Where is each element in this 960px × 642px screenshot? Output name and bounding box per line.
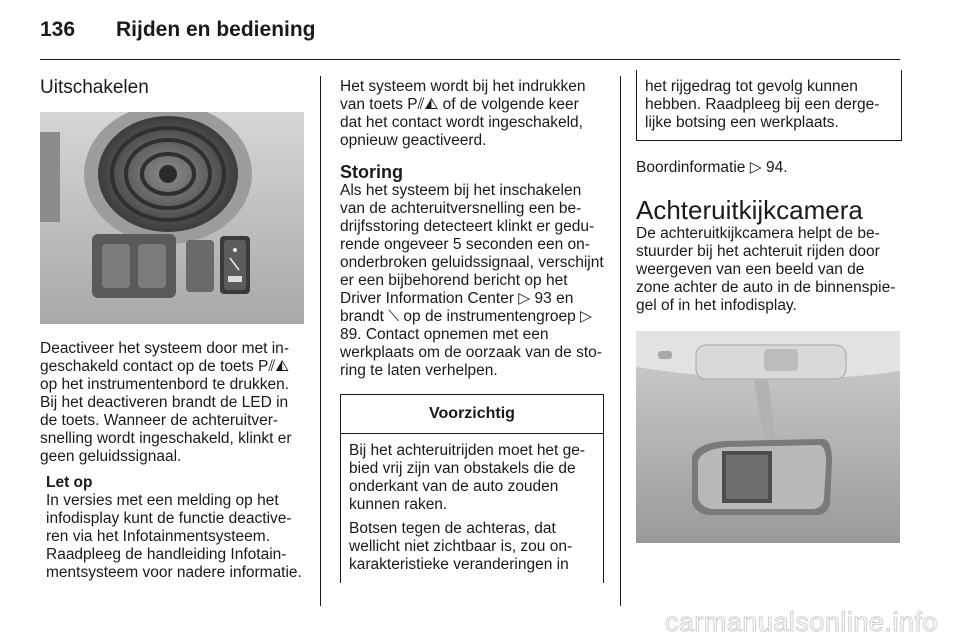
note-title: Let op: [46, 474, 93, 491]
warning-paragraph-2: Botsen tegen de achteras, dat wellicht niet zichtbaar is, zou onkarakteristieke veranderingen in: [349, 520, 573, 573]
note-block: [46, 474, 306, 582]
dashboard-illustration: [40, 112, 304, 324]
reactivation-paragraph: Het systeem wordt bij het indrukken van toets P⫽◭ of de volgende keer dat het contact wordt ingeschakeld, opnieuw geactiveerd.: [340, 78, 586, 149]
section-heading-uitschakelen: Uitschakelen: [40, 77, 149, 98]
uitschakelen-paragraph: Deactiveer het systeem door met ingeschakeld contact op de toets P⫽◭ op het instrumentenbord te drukken. Bij het deactiveren brandt de LED in de toets. Wanneer de achteruitversnelling wordt ingeschakeld, klinkt er geen geluidssignaal.: [40, 340, 292, 465]
camera-paragraph: De achteruitkijkcamera helpt de bestuurder bij het achteruit rijden door weergeven van een beeld van de zone achter de auto in de binnenspiegel of in het infodisplay.: [636, 225, 896, 314]
column-1: [40, 70, 306, 582]
column-divider-1: [320, 76, 321, 606]
warning-paragraph-1: Bij het achteruitrijden moet het gebied vrij zijn van obstakels die de onderkant van de auto zouden kunnen raken.: [349, 442, 586, 513]
warning-title: Voorzichtig: [341, 395, 603, 434]
boordinformatie-reference: Boordinformatie ▷ 94.: [636, 159, 788, 176]
column-2: [340, 70, 604, 583]
section-heading-storing: Storing: [340, 162, 403, 182]
column-divider-2: [620, 76, 621, 606]
storing-paragraph: Als het systeem bij het inschakelen van de achteruitversnelling een bedrijfsstoring detecteert klinkt er gedurende ongeveer 5 seconden een ononderbroken geluidssignaal, verschijnt er een bijbehorend bericht op het Driver Information Center ▷ 93 en brandt ⟍ op de instrumentengroep ▷ 89. Contact opnemen met een werkplaats om de oorzaak van de storing te laten verhelpen.: [340, 182, 604, 379]
dashboard-buttons-photo: [40, 112, 304, 324]
header-rule: [40, 59, 900, 60]
page-number: 136: [40, 18, 76, 41]
warning-continued-text: het rijgedrag tot gevolg kunnen hebben. Raadpleeg bij een dergelijke botsing een werkplaats.: [645, 78, 880, 131]
watermark-text: carmanualsonline.info: [664, 607, 938, 637]
rearview-mirror-photo: [636, 331, 900, 543]
column-3: [636, 70, 902, 543]
mirror-illustration: [636, 331, 900, 543]
section-heading-achteruitkijkcamera: Achteruitkijkcamera: [636, 195, 863, 225]
note-text: In versies met een melding op het infodisplay kunt de functie deactiveren via het Infotainmentsysteem. Raadpleeg de handleiding Infotainmentsysteem voor nadere informatie.: [46, 492, 302, 581]
page-title: Rijden en bediening: [116, 18, 316, 41]
warning-box: [340, 394, 604, 583]
warning-box-continued: [636, 70, 902, 141]
warning-body: [341, 434, 603, 574]
